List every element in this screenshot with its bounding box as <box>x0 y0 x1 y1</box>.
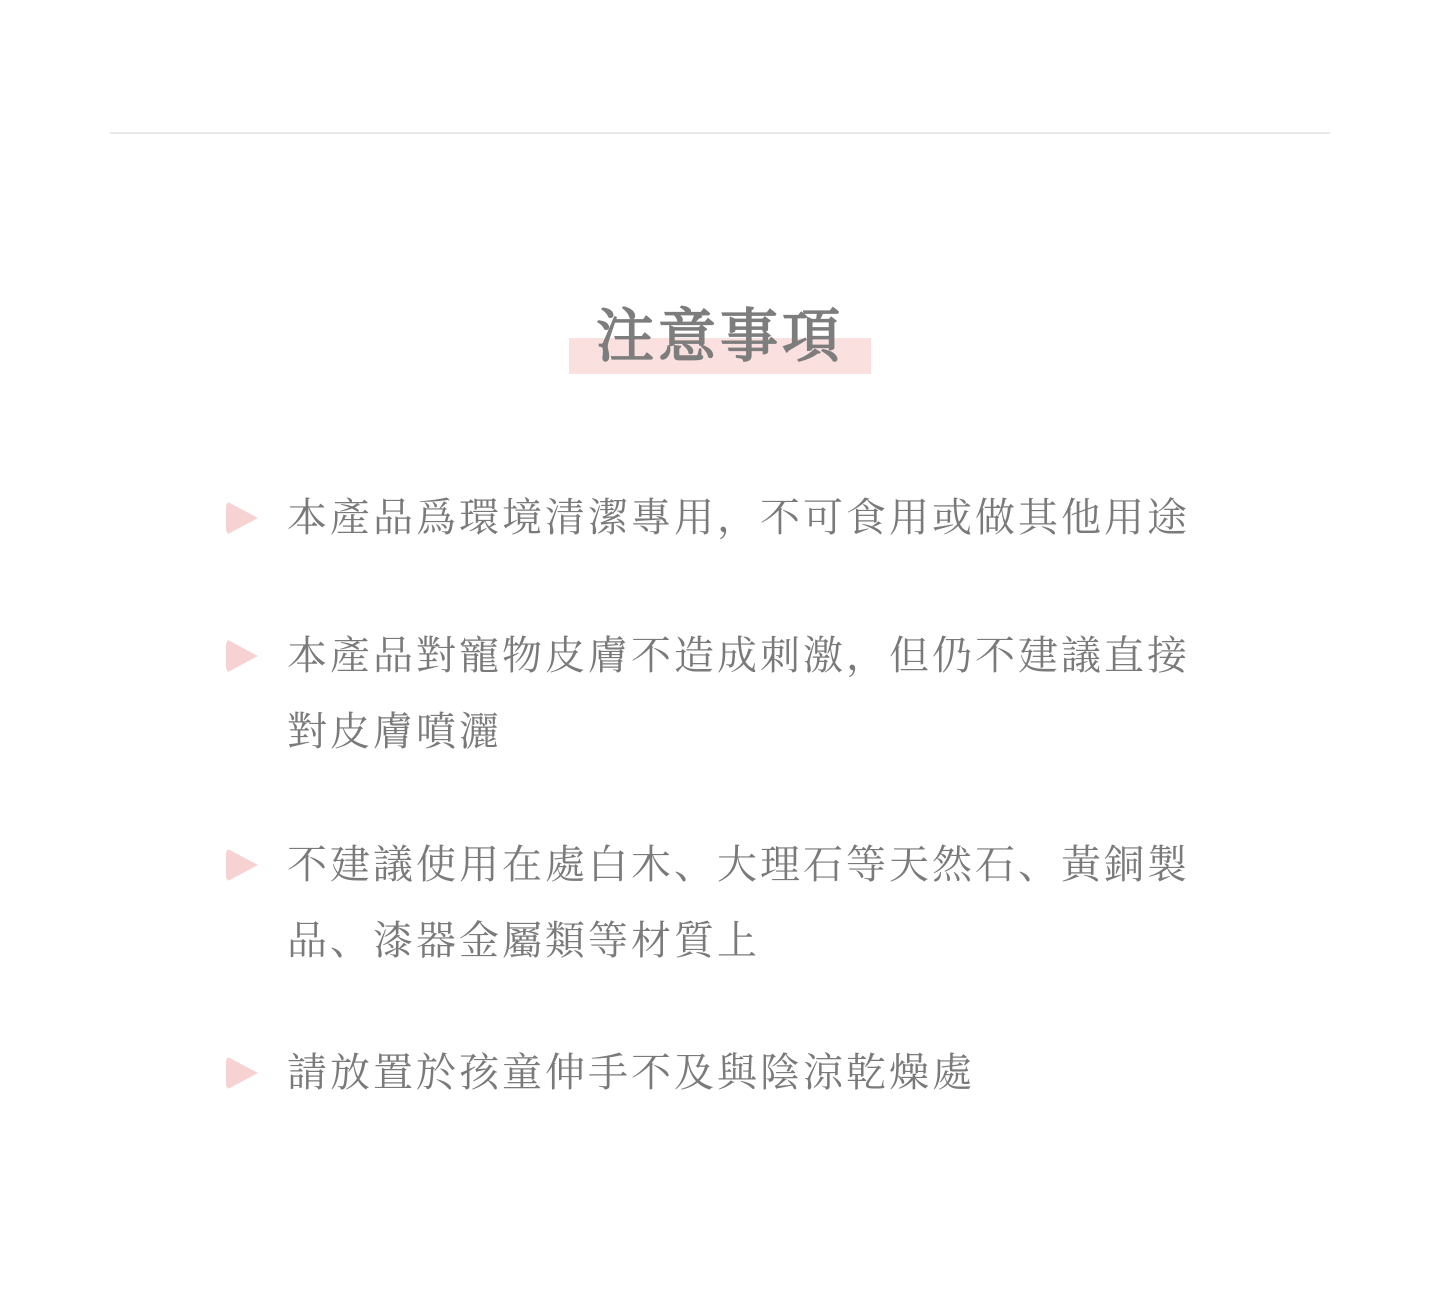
triangle-bullet-icon <box>226 501 258 535</box>
triangle-bullet-icon <box>226 1056 258 1090</box>
note-text: 本產品爲環境清潔專用，不可食用或做其他用途 <box>287 495 1190 541</box>
triangle-bullet-icon <box>226 848 258 882</box>
triangle-bullet-icon <box>226 639 258 673</box>
note-text: 請放置於孩童伸手不及與陰涼乾燥處 <box>287 1050 975 1096</box>
note-text: 不建議使用在處白木、大理石等天然石、黃銅製品、漆器金屬類等材質上 <box>287 842 1190 964</box>
section-title: 注意事項 <box>595 302 844 370</box>
note-text: 本產品對寵物皮膚不造成刺激，但仍不建議直接對皮膚噴灑 <box>287 633 1190 755</box>
